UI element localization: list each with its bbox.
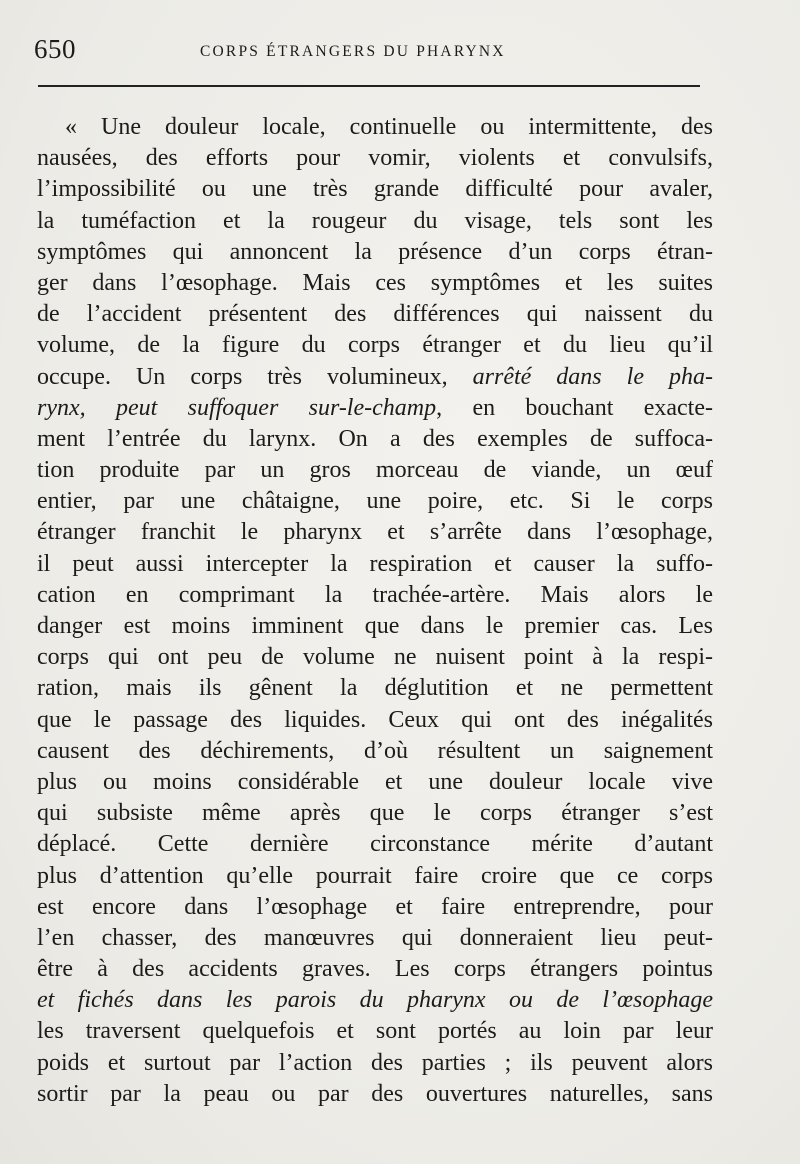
text-line [37, 1016, 713, 1047]
running-head: CORPS ÉTRANGERS DU PHARYNX [200, 43, 506, 60]
text-span: volume, de la figure du corps étranger et du lieu qu’il [37, 332, 713, 359]
text-span: il peut aussi intercepter la respiration et causer la suffo- [37, 550, 713, 577]
text-span: occupe. Un corps très volumineux, [37, 363, 473, 390]
text-span: danger est moins imminent que dans le premier cas. Les [37, 613, 713, 639]
text-line [37, 580, 713, 611]
text-span: étranger franchit le pharynx et s’arrête dans l’œsophage, [37, 519, 713, 546]
header-rule [38, 85, 700, 87]
text-line [37, 486, 713, 517]
text-span: qui subsiste même après que le corps étranger s’est [37, 800, 713, 827]
text-span: symptômes qui annoncent la présence d’un corps étran- [37, 238, 713, 265]
page-number: 650 [34, 34, 76, 64]
text-span: causent des déchirements, d’où résultent un saignement [37, 737, 713, 764]
text-line [37, 206, 713, 237]
text-span: poids et surtout par l’action des parties ; ils peuvent alors [37, 1049, 713, 1076]
italic-text: et fichés dans les parois du pharynx ou de l’œsophage [37, 987, 713, 1014]
text-span: tion produite par un gros morceau de viande, un œuf [37, 457, 713, 484]
text-line [37, 861, 713, 892]
text-span: déplacé. Cette dernière circonstance mérite d’autant [37, 831, 713, 858]
text-span: , en bouchant exacte- [436, 394, 713, 421]
text-line [37, 736, 713, 767]
text-span: être à des accidents graves. Les corps étrangers pointus [37, 956, 713, 983]
text-line [37, 611, 713, 642]
text-span: la tuméfaction et la rougeur du visage, tels sont les [37, 207, 713, 234]
text-span: est encore dans l’œsophage et faire entreprendre, pour [37, 893, 713, 920]
text-span: plus ou moins considérable et une douleur locale vive [37, 768, 713, 795]
text-span: que le passage des liquides. Ceux qui ont des inégalités [37, 706, 713, 733]
text-span: de l’accident présentent des différences qui naissent du [37, 301, 713, 328]
text-line [37, 829, 713, 860]
text-line [37, 985, 713, 1016]
text-span: sortir par la peau ou par des ouvertures naturelles, sans [37, 1080, 713, 1107]
text-line [37, 143, 713, 174]
text-span: entier, par une châtaigne, une poire, etc. Si le corps [37, 488, 713, 515]
text-span: « Une douleur locale, continuelle ou intermittente, des [65, 114, 713, 140]
text-line [37, 705, 713, 736]
text-span: plus d’attention qu’elle pourrait faire croire que ce corps [37, 862, 713, 889]
text-span: cation en comprimant la trachée-artère. Mais alors le [37, 581, 713, 608]
text-line [37, 330, 713, 361]
text-line [37, 673, 713, 704]
text-line [37, 798, 713, 829]
text-span: corps qui ont peu de volume ne nuisent point à la respi- [37, 644, 713, 671]
italic-text: arrêté dans le pha- [472, 363, 713, 390]
text-line [37, 299, 713, 330]
text-line [37, 892, 713, 923]
text-span: nausées, des efforts pour vomir, violents et convulsifs, [37, 145, 713, 172]
text-line [37, 362, 713, 393]
text-line [37, 393, 713, 424]
text-span: ration, mais ils gênent la déglutition et ne permettent [37, 675, 713, 702]
text-line [37, 923, 713, 954]
text-span: ment l’entrée du larynx. On a des exemples de suffoca- [37, 425, 713, 452]
text-span: l’impossibilité ou une très grande difficulté pour avaler, [37, 176, 713, 203]
text-line [37, 174, 713, 205]
text-line [37, 517, 713, 548]
text-line [37, 237, 713, 268]
text-line [37, 954, 713, 985]
text-line [37, 549, 713, 580]
text-line [37, 767, 713, 798]
text-span: les traversent quelquefois et sont portés au loin par leur [37, 1018, 713, 1045]
text-line [37, 268, 713, 299]
body-text [37, 112, 713, 1110]
italic-text: rynx, peut suffoquer sur-le-champ [37, 394, 437, 421]
text-line [37, 1048, 713, 1079]
text-line [37, 1079, 713, 1110]
text-line [37, 455, 713, 486]
text-span: ger dans l’œsophage. Mais ces symptômes et les suites [37, 269, 713, 296]
text-line [37, 642, 713, 673]
text-span: l’en chasser, des manœuvres qui donneraient lieu peut- [37, 924, 713, 951]
text-line [37, 112, 713, 143]
text-line [37, 424, 713, 455]
